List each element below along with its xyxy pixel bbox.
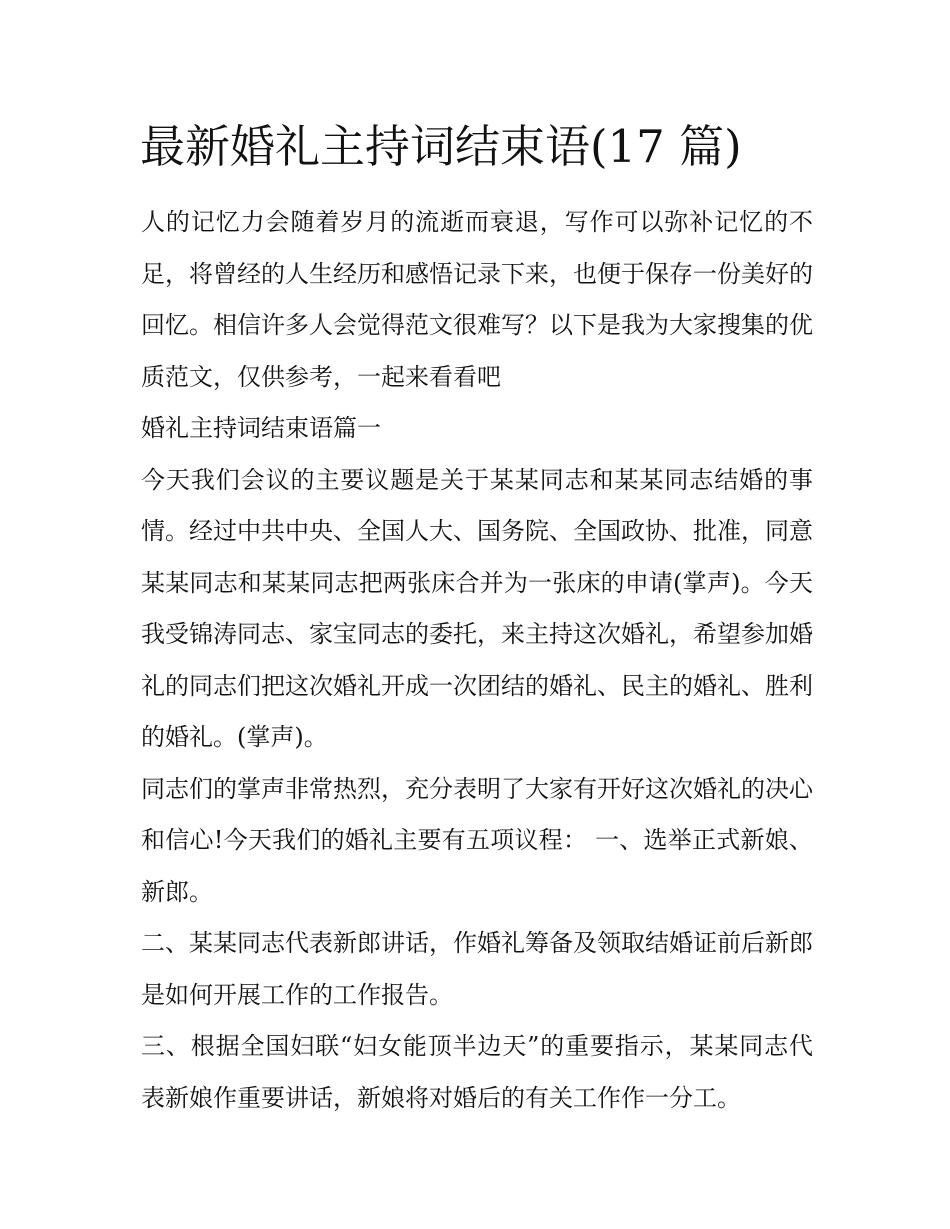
intro-paragraph: 人的记忆力会随着岁月的流逝而衰退，写作可以弥补记忆的不足，将曾经的人生经历和感悟记录下来，也便于保存一份美好的回忆。相信许多人会觉得范文很难写？以下是我为大家搜集的优质范文，仅供参考，一起来看看吧	[141, 208, 813, 391]
document-title: 最新婚礼主持词结束语(17 篇)	[140, 120, 742, 173]
section-heading: 婚礼主持词结束语篇一	[141, 414, 381, 442]
body-paragraph: 二、某某同志代表新郎讲话，作婚礼筹备及领取结婚证前后新郎是如何开展工作的工作报告。	[141, 929, 813, 1009]
body-paragraph: 同志们的掌声非常热烈，充分表明了大家有开好这次婚礼的决心和信心!今天我们的婚礼主要有五项议程： 一、选举正式新娘、新郎。	[141, 774, 813, 906]
body-paragraph: 三、根据全国妇联“妇女能顶半边天”的重要指示，某某同志代表新娘作重要讲话，新娘将对婚后的有关工作作一分工。	[141, 1032, 813, 1112]
document-body	[141, 197, 813, 1124]
body-paragraph: 今天我们会议的主要议题是关于某某同志和某某同志结婚的事情。经过中共中央、全国人大、国务院、全国政协、批准，同意某某同志和某某同志把两张床合并为一张床的申请(掌声)。今天我受锦涛同志、家宝同志的委托，来主持这次婚礼，希望参加婚礼的同志们把这次婚礼开成一次团结的婚礼、民主的婚礼、胜利的婚礼。(掌声)。	[141, 465, 813, 751]
